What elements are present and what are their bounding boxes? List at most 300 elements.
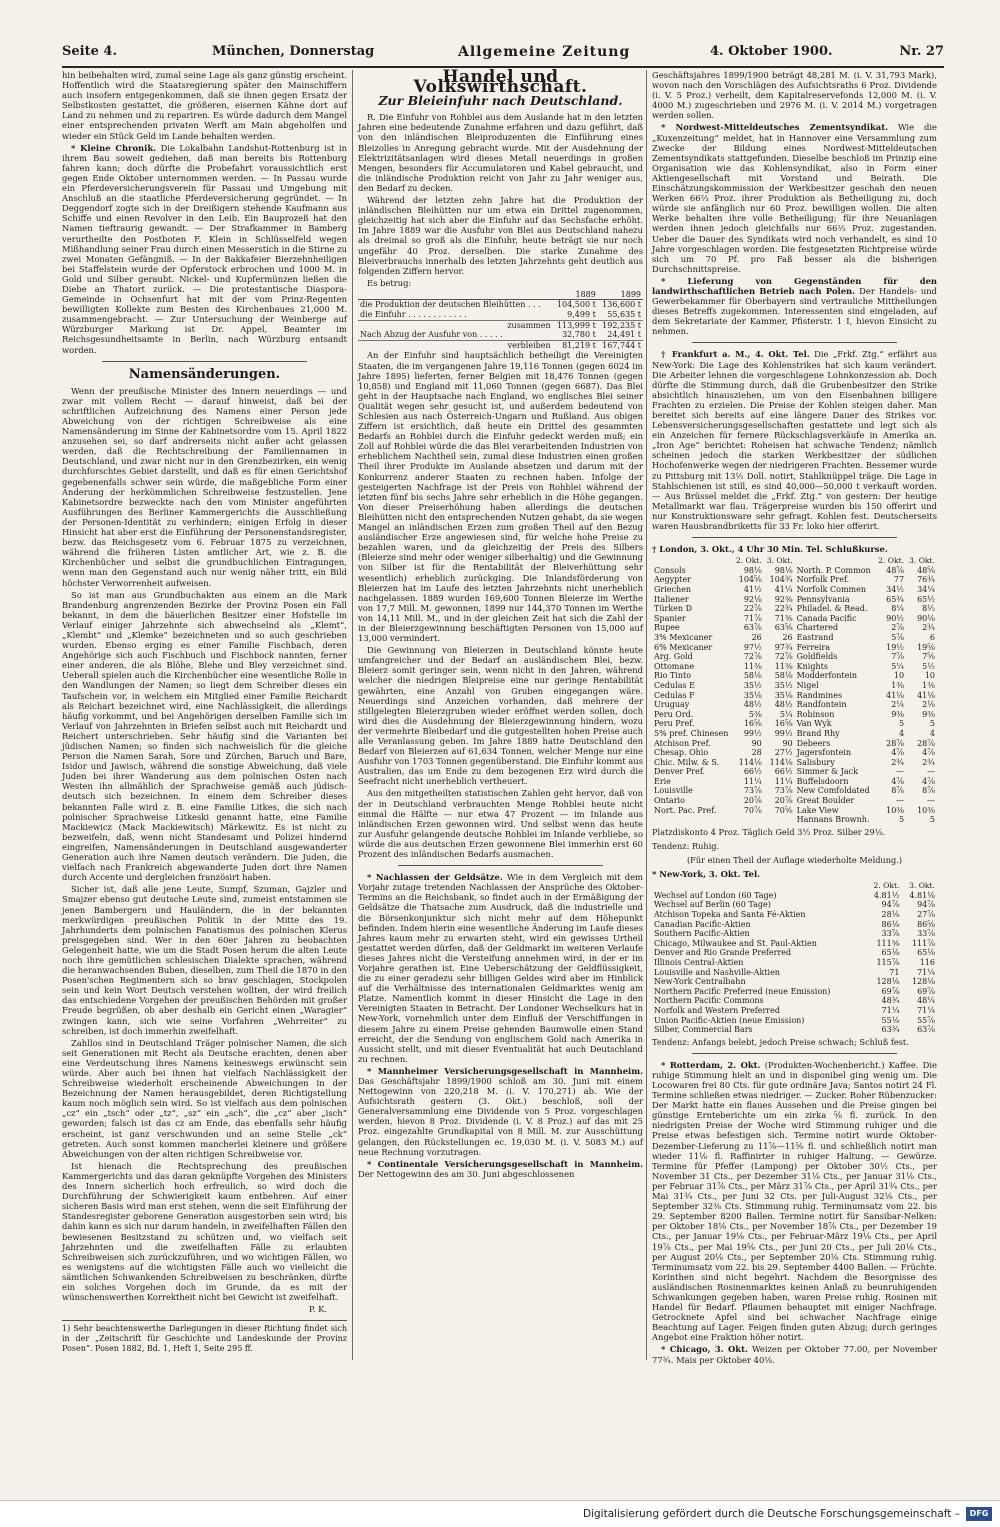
- table-cell: 4⅞: [891, 776, 905, 786]
- article-mannheimer: [358, 1066, 643, 1157]
- table-row: [652, 900, 937, 910]
- article-lead: * Lieferung von Gegenständen für den landwirthschaftlichen Betrieb nach Polen.: [652, 275, 937, 296]
- table-row: [652, 996, 937, 1006]
- table-cell: Louisville: [654, 786, 693, 796]
- table-cell: 28⅛: [881, 910, 900, 919]
- article-chicago: [652, 1344, 937, 1364]
- table-row: [652, 796, 937, 806]
- table-cell: zusammen: [358, 320, 553, 330]
- table-cell: Salisbury: [796, 757, 835, 767]
- table-header-cell: 2. Okt.: [873, 881, 900, 891]
- table-cell: 22⅞: [743, 604, 762, 614]
- funding-notice: Digitalisierung gefördert durch die Deutsche Forschungsgemeinschaft –: [583, 1508, 960, 1520]
- table-row: [652, 948, 937, 958]
- table-cell: 8⅞: [891, 786, 905, 796]
- article-text: Der Nettogewinn des am 30. Juni abgeschlossenen: [358, 1168, 575, 1179]
- article-text: Die „Frkf. Ztg.“ erfährt aus New-York: Die Lage des Kohlenstrikes hat sich kaum verändert. Die Arbeiter lehnen die vorgeschlagene Lohnkonzession ab. Doch dürfte die Stimmung durch, daß die Grubenbesitzer den Strike absichtlich hinausziehen, um von den Eisenbahnen billigere Frachten zu erzielen. Die Preise der Kohlen steigen daher. Man bereitet sich bereits auf eine längere Dauer des Strikes vor. Lebensversicherungsgesellschaften gestattete und legt sich als ein Anzeichen für fernere Rückschlagsverkäufe in Amerika an. „Iron Age“ berichtet: Roheisen hat schwache Tendenz; nämlich scheinen jedoch die starken Werkbesitzer der südlichen Hochofenwerke wegen der niedrigeren Frachten. Bessemer wurde zu Pittsburg mit 13½ Doll. notirt, Stahlknüppel träge. Die Lage in Stahlschienen ist still, es sind 40,000—50,000 t verkauft worden. — Aus Brüssel meldet die „Frkf. Ztg.“ von gestern: Der heutige Metallmarkt war flau. Trägerpreise wurden bis 150 offerirt und nur Konstruktionsware sehr gefragt. Kohlen fest. Deutscherseits waren Hausbrandbriketts für 33 Fr. loko hier offerirt.: [652, 349, 937, 532]
- table-row: [358, 310, 643, 320]
- table-cell: 2¾: [891, 757, 905, 767]
- table-cell: 5: [929, 719, 935, 729]
- table-cell: 9⅜: [891, 709, 905, 719]
- section-title: Handel und Volkswirthschaft.: [413, 67, 588, 98]
- table-cell: Van Wyk: [796, 719, 832, 729]
- table-cell: 4⅞: [891, 748, 905, 758]
- table-cell: 73⅞: [774, 786, 793, 796]
- table-cell: 48⅝: [917, 565, 935, 575]
- table-cell: 65¾: [886, 594, 905, 604]
- article-text: hin beibehalten wird, zumal seine Lage als ganz günstig erscheint. Hoffentlich wird die Staatsregierung später den Mainschiffern auch insofern entgegenkommen, daß sie ihnen gegen Ersatz der Selbstkosten gestattet, die größeren, eisernen Kähne dort auf Land zu nehmen und zu repariren. Es würde dadurch dem Mangel einer entsprechenden privaten Werft am Main abgeholfen und wieder ein Stück Geld im Lande behalten werden.: [62, 70, 347, 141]
- table-cell: 19⅝: [917, 642, 935, 652]
- article-text: So ist man aus Grundbuchakten aus einem an die Mark Brandenburg angrenzenden Bezirke der Provinz Posen ein Fall bekannt, in dem die bäuerlichen Besitzer einer Hofstelle im Verlauf einiger Jahrzehnte sich abwechselnd als „Klemt“, „Klembt“ und „Klemke“ bezeichneten und so auch geschrieben wurden. Ebenso erging es einer Familie Fischbach, deren Angehörige sich auch Fischbuch und Fischbock nannten, ferner einer anderen, die als Blöhe, Blehe und Bley verzeichnet sind. Ueberall spielen auch die Kirchenbücher eine wesentliche Rolle in den Wandlungen der Namen; so liegt dem Schreiber dieses ein Taufschein vor, in welchem ein Mitglied einer Familie Reichardt als Reichart bezeichnet wird, eine Nachlässigkeit, die allerdings häufig vorkommt, und bei Angehörigen derselben Familie sich im Verlauf von Jahrzehnten in Briefen selbst auch mit Reichardt und Reichert unterschrieben. Sehr häufig sind die Varianten bei jüdischen Namen; so finden sich nachweislich für die gleiche Person die Namen Sarah, Sore und Zürchen, Baruch und Bare, Isidor und Jawisch, während die sonstige Abweichung, daß viele Juden bei ihrer Wanderung aus dem polnischen Osten nach Westen ihn allmählich der Sprachweise gemäß auch jüdisch-deutsch sich bezeichnen. In einem dem Schreiber dieses bekannten Falle wird z. B. eine Familie Litkes, die sich nach polnischer Sprachweise Litkeski genannt hatte, eine Familie Mackiewicz (Mack Mackiewitsch) Märkewitz. Es ist nicht zu bezweifeln, daß, wenn nicht Standesamt und Polizei hindernd eingreifen, Namensänderungen in Deutschland ausgewanderter Generation auch ihre Namen deutsch verändern. Die Juden, die vielfach nach Frankreich abgewanderte Juden dort ihre Namen durch Accente und dergleichen französirt haben.: [62, 589, 347, 883]
- table-cell: 4⅞: [922, 748, 935, 758]
- table-cell: Debeers: [796, 738, 831, 748]
- article-lieferung: [652, 276, 937, 337]
- table-cell: 63⅝: [774, 623, 793, 633]
- table-cell: 71¼: [917, 1005, 935, 1015]
- article-lead: * Nordwest-Mitteldeutsches Zementsyndikat.: [661, 122, 888, 133]
- article-lead: * Rotterdam, 2. Okt.: [661, 1059, 761, 1070]
- newyork-quotes-table: [652, 881, 937, 1035]
- table-header-row: [652, 881, 937, 891]
- article-text: Zahllos sind in Deutschland Träger polnischer Namen, die sich seit Generationen mit Recht als Deutsche erachten, denen aber eine Verdeutschung ihres Namens keineswegs erwünscht sein würde. Aber auch bei ihnen hat vielfach Nachlässigkeit der Schreibweise wiederholt erscheinende Abweichungen in der Bezeichnung der Namen herausgebildet, deren Richtigstellung kaum noch möglich sein wird. So ist vielfach aus dem polnischen „cz“ ein „tsch“ oder „tz“, „sz“ ein „sch“, die „cz“ aber „isch“ geworden; falsch ist das cz am Ende, das ebenfalls sehr häufig erscheint, ist ganz verschwunden und an seine Stelle „ck“ getreten. Auch sonst kommen mancherlei kleinere und größere Abweichungen von der alten richtigen Schreibweise vor.: [62, 1037, 347, 1159]
- table-row: [652, 767, 937, 777]
- table-cell: 11¼: [774, 776, 793, 786]
- table-header-cell: [358, 290, 553, 300]
- table-row: [652, 1025, 937, 1035]
- table-cell: 3% Mexicaner: [654, 632, 713, 642]
- newyork-quotes-title: * New-York, 3. Okt. Tel.: [652, 869, 761, 880]
- table-cell: Denver Pref.: [654, 767, 706, 777]
- table-cell: 4⅞: [922, 776, 935, 786]
- table-cell: 65⅛: [917, 948, 935, 958]
- issue-date: 4. Oktober 1900.: [710, 44, 833, 59]
- table-row: [358, 340, 643, 350]
- table-row: [652, 729, 937, 739]
- table-cell: Canada Pacific: [796, 613, 857, 623]
- table-cell: —: [896, 796, 905, 806]
- table-cell: 32,780 t: [562, 330, 596, 340]
- table-cell: 41¼: [774, 585, 793, 594]
- article-lead: * Nachlassen der Geldsätze.: [367, 872, 503, 883]
- table-cell: Rupee: [654, 623, 680, 633]
- article-lead: * Mannheimer Versicherungsgesellschaft in Mannheim.: [367, 1065, 643, 1076]
- table-cell: Nigel: [796, 680, 819, 690]
- footnote: 1) Sehr beachtenswerthe Darlegungen in dieser Richtung findet sich in der „Zeitschrift für Geschichte und Landeskunde der Provinz Posen“. Posen 1882, Bd. 1, Heft 1, Seite 295 ff.: [62, 1320, 347, 1354]
- table-cell: Cedulas E: [654, 680, 695, 690]
- article-title: Zur Bleieinfuhr nach Deutschland.: [378, 93, 623, 109]
- table-row: [652, 939, 937, 949]
- table-cell: Peru Ord.: [654, 709, 694, 719]
- article-text: Während der letzten zehn Jahre hat die Produktion der inländischen Bleihütten nur um etwa ein Drittel zugenommen, gleichzeitig hat sich aber die Einfuhr auf das Sechsfache erhöht. Im Jahre 1889 war die Ausfuhr von Blei aus Deutschland nahezu als dreimal so groß als die Einfuhr, heute beträgt sie nur noch ungefähr 40 Proz. derselben. Die starke Zunahme des Bleiverbrauchs innerhalb des letzten Jahrzehnts geht deutlich aus folgenden Ziffern hervor.: [358, 195, 643, 276]
- masthead: [62, 40, 944, 68]
- table-row: [652, 575, 937, 585]
- table-caption: Es betrug:: [367, 277, 412, 288]
- article-lead: * Chicago, 3. Okt.: [661, 1344, 748, 1355]
- table-cell: 33⅞: [917, 929, 935, 939]
- table-cell: 28⅞: [917, 738, 935, 748]
- table-cell: 72⅞: [774, 652, 793, 662]
- table-cell: 115⅞: [876, 957, 900, 967]
- issue-number: Nr. 27: [899, 44, 944, 59]
- table-cell: 27½: [774, 748, 793, 758]
- table-row: [652, 566, 937, 576]
- section-title: Namensänderungen.: [128, 366, 281, 382]
- table-cell: 55,635 t: [607, 310, 641, 320]
- table-header-cell: [795, 556, 876, 566]
- table-row: [652, 920, 937, 930]
- divider: [398, 865, 603, 866]
- table-cell: Modderfontein: [796, 671, 858, 681]
- table-cell: 55⅞: [917, 1015, 935, 1025]
- table-cell: Norfolk and Western Preferred: [654, 1005, 780, 1015]
- table-header-cell: 3. Okt.: [909, 881, 935, 891]
- table-cell: Uruguay: [654, 700, 690, 710]
- table-row: [652, 681, 937, 691]
- table-cell: 1⅜: [922, 680, 935, 690]
- table-cell: 5½: [922, 661, 935, 671]
- table-cell: 2¼: [891, 700, 905, 710]
- table-cell: 33⅞: [881, 929, 900, 939]
- table-cell: 28⅞: [886, 738, 905, 748]
- table-cell: Southern Pacific-Aktien: [654, 929, 750, 939]
- table-cell: Atchison Topeka and Santa Fé-Aktien: [654, 910, 806, 919]
- table-row: [652, 614, 937, 624]
- table-cell: 24,491 t: [607, 330, 641, 340]
- table-cell: Union Pacific-Aktien (neue Emission): [654, 1015, 805, 1025]
- table-cell: 90⅛: [917, 613, 935, 623]
- table-row: [652, 633, 937, 643]
- table-row: [358, 330, 643, 340]
- article-text: An der Einfuhr sind hauptsächlich betheiligt die Vereinigten Staaten, die im vergangenen Jahre 19,116 Tonnen (gegen 6024 im Jahre 1895) lieferten, ferner Belgien mit 18,476 Tonnen (gegen 10,858) und England mit 11,060 Tonnen (gegen 6687). Das Blei geht in der Hauptsache nach England, wo englisches Blei seiner Qualität wegen sehr gesucht ist, und außerdem bedeutend von Schlesien aus nach Österreich-Ungarn und Rußland. Aus obigen Ziffern ist ersichtlich, daß heute ein Drittel des gesammten Bedarfs an Rohblei durch die Einfuhr gedeckt werden muß; ein Zoll auf Rohblei würde die das Blei verarbeitenden Industrien von erheblichem Nachtheil sein, zumal diese Industrien einen großen Theil ihrer Produkte im Auslande absetzen und darum mit der Konkurrenz anderer Staaten zu rechnen haben. Infolge der gesteigerten Nachfrage ist der Preis von Rohblei während der letzten fünf bis sechs Jahre sehr erheblich in die Höhe gegangen. Von dieser Preiserhöhung haben allerdings die deutschen Bleihütten nicht den entsprechenden Nutzen gehabt, da sie wegen Mangel an inländischen Erzen zum großen Theil auf den Bezug ausländischer Erze angewiesen sind, für welche hohe Preise zu bezahlen waren, und da gleichzeitig der Preis des Silbers (Bleierze sind mehr oder weniger silberhaltig) und die Gewinnung von Silber ist für die Rentabilität der Bleiverhüttung sehr wesentlich) erheblich zurückging. Die Inlandsförderung von Bleierzen hat im Laufe des letzten Jahrzehnts nicht unerheblich nachgelassen. 1889 wurden 169,600 Tonnen Bleierze im Werthe von 17,7 Mill. M. gewonnen, 1899 nur 144,370 Tonnen im Werthe von 14,11 Mill. M., und in der gleichen Zeit hat sich die Zahl der in der Bleierzgewinnung beschäftigten Personen von 15,000 auf 13,000 vermindert.: [358, 350, 643, 644]
- table-cell: die Einfuhr . . . . . . . . . . . .: [360, 310, 467, 320]
- table-row: [652, 652, 937, 662]
- table-header-cell: [652, 556, 733, 566]
- table-cell: Chesap. Ohio: [654, 748, 709, 758]
- table-cell: 86⅛: [881, 919, 900, 929]
- table-cell: Louisville and Nashville-Aktien: [654, 967, 780, 977]
- article-text: Die Lokalbahn Landshut-Rottenburg ist in ihrem Bau soweit gediehen, daß man bereits bis Rottenburg fahren kann; doch dürfte die Probefahrt voraussichtlich erst gegen Ende Oktober unternommen werden. — In Passau wurde ein Pferdeversicherungsverein für Passau und Umgebung mit Anschluß an die staatliche Pferdeversicherung gegründet. — In Deggendorf zogte sich in der Dreißigern stehende Kaufmann aus Schiffe und einen Revolver in den Leib. Ein Bauprozeß hat den Namen tieftraurig gewandt. — Der Strafkammer in Bamberg verurtheilte den Postboten F. Klein in Schlüsselfeld wegen Mißhandlung seiner Frau durch einen Messerstich in die Stirne zu zwei Monaten Gefängniß. — In der Bakkafeier Bierzehnheiligen bei Staffelstein wurde der Opferstock erbrochen und 1000 M. in Gold und Silber geraubt. Nickel- und Kupfermünzen ließen die Diebe an Thatort zurück. — Die protestantische Diaspora-Gemeinde in Ochsenfurt hat mit der vom Prinz-Regenten bewilligten Kollekte zum Besten des Kirchenbaues 21,000 M. zusammengebracht. — Zur Untersuchung der Weinberge auf Würzburger Markung ist Dr. Appel, Beamter im Reichsgesundheitsamte in Berlin, nach Würzburg entsandt worden.: [62, 142, 347, 355]
- table-cell: 41⅛: [917, 690, 935, 700]
- table-header-cell: [652, 881, 866, 891]
- table-cell: 10: [893, 671, 905, 681]
- table-cell: 76¾: [917, 575, 935, 585]
- table-cell: Knights: [796, 661, 828, 671]
- table-cell: 6: [929, 632, 935, 642]
- table-cell: 11⅜: [774, 661, 793, 671]
- table-row: [652, 691, 937, 701]
- table-cell: Northern Pacific Preferred (neue Emission): [654, 986, 831, 996]
- table-cell: 81,219 t: [553, 340, 598, 350]
- table-row: [652, 777, 937, 787]
- table-cell: 114⅛: [769, 757, 793, 767]
- table-cell: Randmines: [796, 690, 843, 700]
- table-cell: 27⅞: [917, 910, 935, 919]
- table-cell: New-York Centralbahn: [654, 977, 746, 987]
- table-cell: Wechsel auf Berlin (60 Tage): [654, 900, 771, 910]
- table-cell: Norfolk Commen: [796, 585, 867, 594]
- table-cell: Eastrand: [796, 632, 834, 642]
- table-row: [652, 585, 937, 595]
- table-cell: 20⅞: [743, 796, 762, 806]
- table-cell: 58⅛: [743, 671, 762, 681]
- article-geldsaetze: [358, 872, 643, 1064]
- table-cell: 97½: [743, 642, 762, 652]
- divider: [102, 361, 307, 362]
- table-header-cell: 2. Okt.: [735, 556, 762, 566]
- table-row: [652, 987, 937, 997]
- table-cell: 90: [782, 738, 793, 748]
- table-cell: Robinson: [796, 709, 835, 719]
- table-cell: Pennsylvania: [796, 594, 850, 604]
- table-header-row: [652, 556, 937, 566]
- table-cell: 16⅝: [743, 719, 762, 729]
- table-cell: 90: [751, 738, 762, 748]
- london-quotes-title: † London, 3. Okt., 4 Uhr 30 Min. Tel. Schlußkurse.: [652, 544, 888, 555]
- table-cell: 111⅞: [911, 938, 935, 948]
- table-cell: 10⅜: [917, 805, 935, 815]
- article-text: Weizen per Oktober 77.00, per November 77¾. Mais per Oktober 40⅛.: [652, 1344, 937, 1365]
- article-frankfurt: [652, 349, 937, 531]
- table-cell: 7⅞: [891, 652, 905, 662]
- table-cell: 66½: [743, 767, 762, 777]
- table-cell: 104,500 t: [556, 300, 596, 310]
- london-note: Platzdiskonto 4 Proz. Täglich Geld 3½ Proz. Silber 29⅛.: [652, 826, 886, 837]
- table-cell: 128⅛: [911, 977, 935, 987]
- table-cell: 114⅛: [738, 757, 762, 767]
- table-cell: 92⅛: [743, 594, 762, 604]
- table-cell: 71¼: [881, 1005, 900, 1015]
- table-cell: 63⅞: [917, 1025, 935, 1035]
- table-cell: 2¾: [922, 623, 935, 633]
- table-cell: 98⅛: [743, 565, 762, 575]
- table-row: [652, 977, 937, 987]
- article-text: R. Die Einfuhr von Rohblei aus dem Auslande hat in den letzten Jahren eine bedeutende Zunahme erfahren und dazu geführt, daß von den inländischen Bleiproduzenten die Einführung eines Bleizolles in Anregung gebracht wurde. Mit der Ausdehnung der Elektrizitätsanlagen wird dieses Metall neuerdings in großen Mengen, besonders für Accumulatoren und Kabel gebraucht, und die inländische Produktion reicht von Jahr zu Jahr weniger aus, den Bedarf zu decken.: [358, 112, 643, 193]
- table-cell: 41⅛: [886, 690, 905, 700]
- table-row: [652, 786, 937, 796]
- table-row: [652, 595, 937, 605]
- table-cell: 98⅛: [774, 565, 793, 575]
- table-cell: 5: [898, 719, 905, 729]
- lead-statistics-table: [358, 290, 643, 351]
- article-text: Wie in dem Vergleich mit dem Vorjahr zutage tretenden Nachlassen der Ansprüche des Oktober-Termins an die Reichsbank, so findet auch in der Ermäßigung der Geldsätze die Thatsache zum Ausdruck, daß die industrielle und die Börsenkonjunktur sich nicht mehr auf dem Höhepunkt befinden. Indem hierin eine wesentliche Änderung im Laufe dieses Jahres kaum mehr zu erwarten steht, wird ein gewisses Urtheil gestattet werden dürfen, daß der Geldmarkt im weiteren Verlaufe dieses Jahres nicht die Versteifung annehmen wird, in der er im Vorjahre gerathen ist. Eine Ueberschätzung der Geldflüssigkeit, die zu einer geradezu sehr billigen Geldes wird aber im Hinblick auf die Verhältnisse des internationalen Geldmarktes wenig am Platze. Namentlich kommt in dieser Hinsicht die Lage in den Vereinigten Staaten in Betracht. Der Londoner Wechselkurs hat in New-York, vornehmlich unter dem Einfluß der Verschiffungen in diesem Jahre zu einem Preise gehenden Baumwolle einen Stand erreicht, der die Sendung von englischem Gold nach Amerika in Aussicht stellt, und mit dieser Eventualität hat auch Deutschland zu rechnen.: [358, 872, 643, 1064]
- table-cell: 5¼: [891, 661, 905, 671]
- table-cell: 55⅛: [881, 1015, 900, 1025]
- table-cell: [764, 815, 795, 825]
- table-row: [652, 748, 937, 758]
- table-cell: 26: [782, 632, 793, 642]
- table-cell: 4: [898, 728, 905, 738]
- table-cell: Atchison Pref.: [654, 738, 711, 748]
- table-cell: 104⅝: [738, 575, 762, 585]
- table-row: [652, 958, 937, 968]
- table-cell: 73⅞: [743, 786, 762, 796]
- table-cell: 71¼: [917, 967, 935, 977]
- table-cell: Ottomane: [654, 661, 695, 671]
- table-cell: 63⅞: [743, 623, 762, 633]
- table-cell: Nach Abzug der Ausfuhr von . . . . .: [360, 330, 503, 340]
- table-cell: 26: [751, 632, 762, 642]
- table-cell: 35⅛: [743, 690, 762, 700]
- table-cell: 63¾: [881, 1025, 900, 1035]
- table-cell: Northern Pacific Commons: [654, 996, 764, 1006]
- table-row: [652, 891, 937, 901]
- column-rule: [646, 70, 647, 1360]
- table-cell: 16⅝: [774, 719, 793, 729]
- table-cell: 5: [929, 815, 935, 825]
- table-cell: 94⅞: [881, 900, 900, 910]
- table-cell: Chic. Milw. & S.: [654, 757, 720, 767]
- table-cell: Goldfields: [796, 652, 838, 662]
- table-cell: 90½: [886, 613, 905, 623]
- article-lead: * Continentale Versicherungsgesellschaft in Mannheim.: [367, 1158, 643, 1169]
- article-continentale: [358, 1159, 643, 1179]
- dfg-logo-icon: DFG: [966, 1507, 992, 1521]
- table-cell: 86⅝: [917, 919, 935, 929]
- table-row: [652, 1006, 937, 1016]
- table-cell: Randfontein: [796, 700, 847, 710]
- table-cell: verbleiben: [358, 340, 553, 350]
- table-cell: —: [927, 767, 935, 777]
- table-cell: Cedulas F: [654, 690, 695, 700]
- table-cell: 8⅞: [922, 786, 935, 796]
- table-cell: 192,235 t: [598, 320, 643, 330]
- table-cell: Wechsel auf London (60 Tage): [654, 890, 777, 900]
- article-text: Die Gewinnung von Bleierzen in Deutschland könnte heute umfangreicher und der Bedarf an ausländischem Blei, bezw. Bleierz somit geringer sein, wenn nicht in den Jahren, während welcher die niedrigen Bleipreise eine nur geringe Rentabilität gewährten, eine Anzahl von Gruben eingegangen wäre. Neuerdings sind Anzeichen vorhanden, daß mehrere der stillgelegten Bleierzgruben wieder eröffnet werden sollen, doch wird dies die Ausdehnung der Bleierzgewinnung hindern, wozu der vermehrte Bleibedarf und die gutgestellten hohen Preise auch alle Veranlassung geben. Im Jahre 1889 hatte Deutschland den Bedarf von Bleierzen auf 61,634 Tonnen, welcher Menge nur eine Ausfuhr von 1703 Tonnen gegenüberstand. Die Einfuhr kommt aus Australien, das um Ende zu dem bezogenen Erz wird durch die Seefracht nicht unerheblich vertheuert.: [358, 645, 643, 787]
- table-row: [652, 604, 937, 614]
- author-signature: P. K.: [308, 1304, 327, 1315]
- table-cell: New Comfoldated: [796, 786, 870, 796]
- article-text: (Produkten-Wochenbericht.) Kaffee. Die ruhige Stimmung hielt an und in disponibel ging wenig um. Die Locowaren frei 80 Cts. für gute ordinäre Java; Santos notirt 24 Fl. Termine schließen etwas niedriger. — Zucker. Roher Rübenzucker: Der Markt hatte ein flaues Aussehen und die Preise gingen bei günstige Ernteberichte um ein zirka ⅝ fl. zurück. In den niedrigsten Preise der Woche wird Stimmung ruhiger und die Preise etwas befestigen sich. Termine notirt wurde Oktober-Dezember-Lieferung zu 11⅞—11⅝ fl. und schließlich notirt man wieder 11⅛ fl. Raffinirter in ruhiger Haltung. — Gewürze. Termine für Pfeffer (Lampong) per Oktober 30½ Cts., per November 31 Cts., per Dezember 31⅛ Cts., per Januar 31⅛ Cts., per Februar 31⅞ Cts., per März 31⅞ Cts., per April 31¾ Cts., per Mai 31¾ Cts., per Juni 32 Cts. per Juli-August 32⅛ Cts., per September 32⅜ Cts. Stimmung ruhig. Terminumsatz vom 22. bis 29. September 8200 Ballen. Termine notirt für Sansibar-Nelken: per Oktober 18⅛ Cts., per November 18⅞ Cts., per Dezember 19 Cts., per Januar 19⅛ Cts., per Februar-März 19⅛ Cts., per April 19⅞ Cts., per Mai 19⅝ Cts., per Juni 20 Cts., per Juli 20⅛ Cts., per August 20⅛ Cts., per September 20⅛ Cts. Stimmung ruhig. Terminumsatz vom 22. bis 29. September 4400 Ballen. — Früchte. Korinthen sind nicht begehrt. Nachdem die Besorgnisse des ausländischen Rosinenmarktes keinen Anlaß zu beunruhigenden Schwankungen gegeben haben, waren Preise ruhig. Rosinen mit Handel für Bedarf. Pflaumen behauptet mit einiger Nachfrage. Getrocknete Apfel sind bei schwacher Nachfrage einige Beachtung auf Lager. Feigen finden guten Abzug; durch geringes Angebot eine Fraktion höher notirt.: [652, 1059, 937, 1343]
- table-row: [652, 719, 937, 729]
- table-cell: 71: [889, 967, 900, 977]
- table-cell: 48⅞: [886, 565, 905, 575]
- table-cell: 99½: [774, 728, 793, 738]
- article-text: Geschäftsjahres 1899/1900 beträgt 48,281 M. (i. V. 31,793 Mark), wovon nach den Vorschlägen des Aufsichtsraths 6 Proz. Dividende (i. V. 5 Proz.) verheilt, dem Kapitalreservefonds 12,000 M. (i. V. 4000 M.) zugeschrieben und 2976 M. (i. V. 2014 M.) vorgetragen werden sollen.: [652, 70, 937, 121]
- table-row: [358, 300, 643, 310]
- table-cell: 77: [893, 575, 905, 585]
- london-quotes-table: [652, 556, 937, 825]
- table-cell: 1⅜: [891, 680, 905, 690]
- table-header-cell: 2. Okt.: [878, 556, 905, 566]
- table-cell: Norfolk Pref.: [796, 575, 850, 585]
- article-rotterdam: [652, 1060, 937, 1343]
- table-cell: 104¾: [769, 575, 793, 585]
- table-cell: Canadian Pacific-Aktien: [654, 919, 751, 929]
- table-cell: 6% Mexicaner: [654, 642, 713, 652]
- table-cell: Arg. Gold: [654, 652, 693, 662]
- table-row: [652, 671, 937, 681]
- table-cell: 92⅜: [774, 594, 793, 604]
- table-header-row: [358, 290, 643, 300]
- newyork-tendency: Tendenz: Anfangs belebt, jedoch Preise schwach; Schluß fest.: [652, 1036, 909, 1047]
- page-number: Seite 4.: [62, 44, 117, 59]
- table-cell: 99½: [743, 728, 762, 738]
- table-cell: 11⅜: [743, 661, 762, 671]
- table-cell: Philadel. & Read.: [796, 604, 868, 614]
- table-cell: 10: [924, 671, 935, 681]
- table-cell: Peru Pref.: [654, 719, 695, 729]
- table-cell: 11¼: [743, 776, 762, 786]
- article-text: Wenn der preußische Minister des Innern neuerdings — und zwar mit vollem Recht — darauf hinweist, daß bei der schriftlichen Aufzeichnung des Namens einer Person jede Abweichung von der richtigen Schreibweise als eine Namensänderung im Sinne der Kabinetsordre vom 15. April 1822 anzusehen sei, so darf andrerseits nicht außer acht gelassen werden, daß die Rechtschreibung der Familiennamen in Deutschland, und zwar nicht nur in den Grenzbezirken, ein wenig durchforschtes Gebiet darstellt, und daß es für einen Gerichtshof gegebenenfalls schwer sein würde, die maßgebliche Form einer Änderung der herkömmlichen Schreibweise festzustellen. Jene Kabinetsordre bezweckte nach den vom Minister angeführten Ausführungen des Berliner Kammergerichts die Ausschließung der Personen-Identität zu verhindern; einigen Erfolg in dieser Hinsicht hat aber erst die Einführung der Personenstandsregister, bezw. das Reichsgesetz vom 6. Februar 1875 zu verzeichnen, während die früheren Listen amtlicher Art, wie z. B. die Kirchenbücher und selbst die grundbuchlichen Eintragungen, wenn man den Gegenstand auch nur wenig näher tritt, ein Bild höchster Verworrenheit aufweisen.: [62, 385, 347, 588]
- article-text: Aus den mitgetheilten statistischen Zahlen geht hervor, daß von der in Deutschland verbrauchten Menge Rohblei heute nicht einmal die Hälfte — nur etwa 47 Prozent — im Inlande aus inländischen Erzen gewonnen wird. Und selbst wenn das heute zur Ausfuhr gelangende deutsche Rohblei im Inlande verbliebe, so würde die aus deutschen Erzen gewonnene Blei immerhin erst 60 Prozent des inländischen Bedarfs ausmachen.: [358, 788, 643, 860]
- table-cell: 34¼: [917, 585, 935, 594]
- table-cell: Lake View: [796, 805, 839, 815]
- table-cell: Griechen: [654, 585, 692, 594]
- table-cell: 9,499 t: [567, 310, 596, 320]
- table-header-cell: 1899: [598, 290, 643, 300]
- table-row: [652, 623, 937, 633]
- column-3: [652, 70, 937, 1370]
- table-cell: 35½: [774, 680, 793, 690]
- table-cell: North. P. Common: [796, 565, 871, 575]
- table-cell: 58⅛: [774, 671, 793, 681]
- table-cell: Chartered: [796, 623, 839, 633]
- table-cell: 35⅛: [774, 690, 793, 700]
- table-cell: 71⅞: [743, 613, 762, 623]
- table-cell: [652, 815, 733, 825]
- table-cell: 28: [751, 748, 762, 758]
- table-cell: 41½: [743, 585, 762, 594]
- table-cell: Ferreira: [796, 642, 831, 652]
- table-row: [652, 1016, 937, 1026]
- table-cell: 128⅛: [876, 977, 900, 987]
- table-cell: die Produktion der deutschen Bleihütten . . .: [360, 300, 541, 310]
- divider: [692, 1053, 897, 1054]
- table-cell: 48¾: [881, 996, 900, 1006]
- article-text: Sicher ist, daß alle jene Leute, Sumpf, Szuman, Gajzler und Smajzer ebenso gut deutsche Leute sind, zumeist entstammen sie jenen Bambergern und Hauländern, die in der bekannten merkwürdigen preußischen Politik in der Mitte des 19. Jahrhunderts dem polnischen Fanatismus des polnischen Klerus preisgegeben sind. Wer in den 60er Jahren zu beobachten Gelegenheit hatte, wie um die Stadt Posen herum die alten Leute noch ihre gemütlichen schlesischen Dialekte sprachen, während die heranwachsenden Buben, dieselben, zum Theil die 1870 in den Posen'schen Regimentern sich so brav geschlagen, Stockpolen sein und kein Wort Deutsch verstehen wollten, der wird freilich das entschiedene Vorgehen der preußischen Behörden mit großer Freude begrüßen, ob aber deshalb ein Gericht einen „Waragier“ zwingen kann, sich wie seine Vorfahren „Wehrreiter“ zu schreiben, ist doch immerhin zweifelhaft.: [62, 884, 347, 1036]
- table-cell: Jagersfontein: [796, 748, 852, 758]
- table-cell: Denver and Rio Grande Preferred: [654, 948, 792, 958]
- table-cell: Silber, Commercial Bars: [654, 1025, 753, 1035]
- table-cell: 116: [919, 957, 935, 967]
- table-cell: 2⅛: [922, 700, 935, 710]
- london-subnote: (Für einen Theil der Auflage wiederholte Meldung.): [686, 855, 903, 866]
- table-row: [652, 758, 937, 768]
- table-cell: 5⅜: [748, 709, 762, 719]
- table-cell: 48½: [774, 700, 793, 710]
- table-cell: 136,600 t: [602, 300, 641, 310]
- table-row: [652, 710, 937, 720]
- table-cell: 94⅞: [917, 900, 935, 910]
- table-row: [652, 700, 937, 710]
- place-and-day: München, Donnerstag: [212, 44, 375, 59]
- divider: [692, 537, 897, 538]
- table-cell: 7⅝: [922, 652, 935, 662]
- article-lead: † Frankfurt a. M., 4. Okt. Tel.: [661, 349, 810, 360]
- table-cell: 2¾: [922, 757, 935, 767]
- table-header-cell: 1889: [553, 290, 598, 300]
- digitization-footer: [0, 1500, 1000, 1527]
- table-cell: 19½: [886, 642, 905, 652]
- article-text: Ist hienach die Rechtsprechung des preußischen Kammergerichts und das daran geknüpfte Vorgehen des Ministers des Innern sicherlich hoch erfreulich, so wird doch die Durchführung der Schwierigkeit kaum entbehren. Auf einer sicheren Basis wird man erst stehen, wenn die seit Einführung der Standesregister geborene Generation ausgestorben sein wird; bis dahin kann es sich nur darum handeln, in zweifelhaften Fällen den bewiesenen Besitzstand zu schützen und, wo vielfach seit Jahrzehnten und die zweifelhaften Fälle zu erlaubten Schreibweisen sich zurückzuführen, und wo wichtigen Fällen, wo es wenigstens auf die wichtigsten Fälle auch wo vielleicht die sämtlichen Schwankenden Schreibweisen zu beschränken, dürfte ein solches Vorgehen doch im Grunde, da es mit der wünschenswerthen Korrektheit nicht bei Gewicht ist zweifelhaft.: [62, 1160, 347, 1303]
- table-cell: Buffelsdoorn: [796, 776, 849, 786]
- table-row: [652, 910, 937, 920]
- table-cell: Chicago, Milwaukee and St. Paul-Aktien: [654, 938, 817, 948]
- table-cell: 48½: [743, 700, 762, 710]
- table-cell: Ontario: [654, 796, 685, 806]
- table-cell: Brand Rhy: [796, 728, 840, 738]
- article-kleine-chronik: [62, 143, 347, 355]
- table-cell: 8¼: [891, 604, 905, 614]
- table-cell: Türken D: [654, 604, 693, 614]
- table-cell: 5¼: [779, 709, 793, 719]
- table-cell: Hannans Brownh.: [796, 815, 870, 825]
- table-cell: Consols: [654, 565, 686, 575]
- table-cell: 9⅜: [922, 709, 935, 719]
- article-zementsyndikat: [652, 122, 937, 273]
- table-cell: [733, 815, 764, 825]
- table-cell: Erie: [654, 776, 671, 786]
